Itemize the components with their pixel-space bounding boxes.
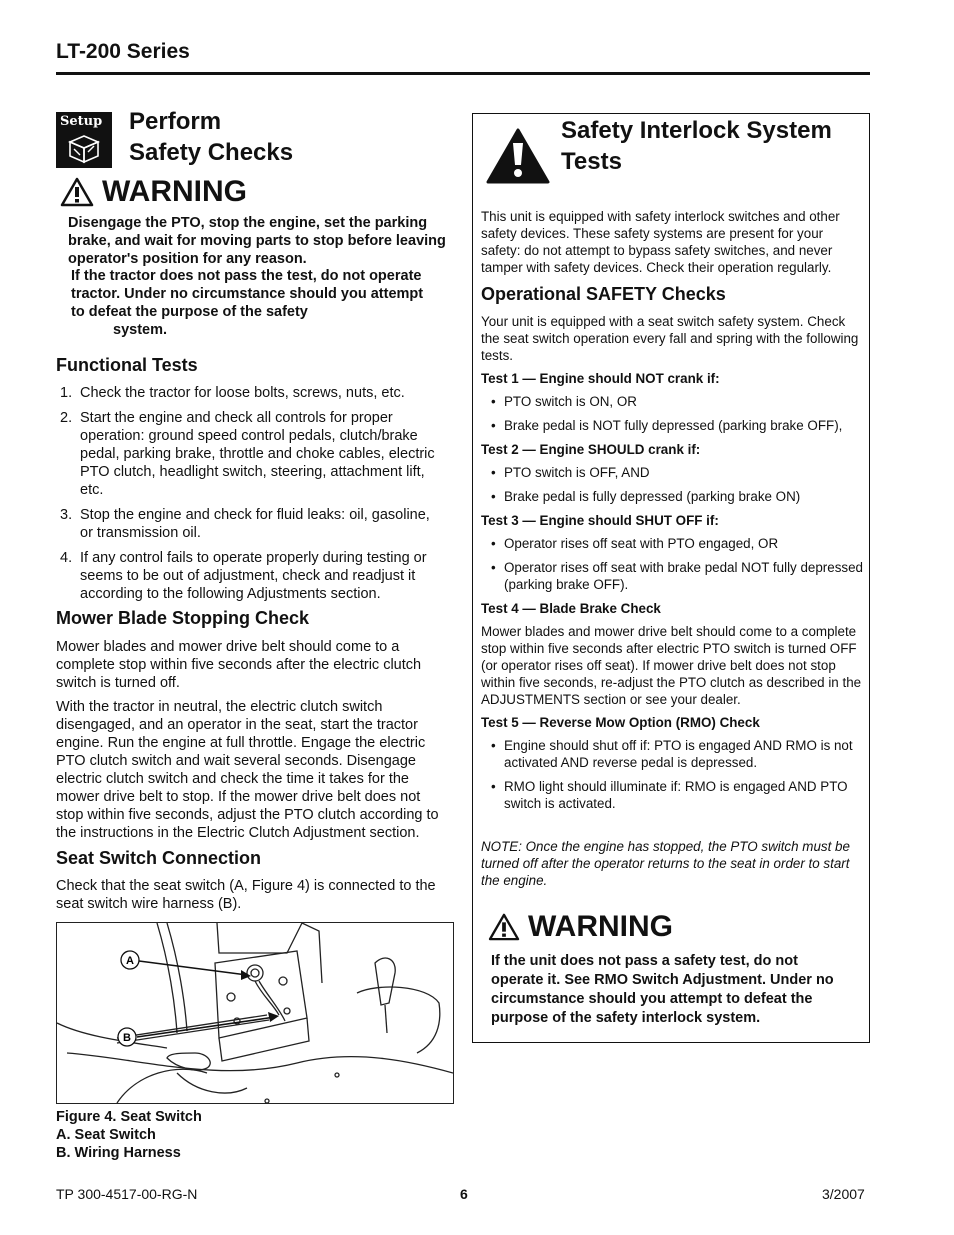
safety-interlock-title-line2: Tests	[561, 148, 622, 175]
operational-checks-heading: Operational SAFETY Checks	[481, 284, 726, 304]
page-number: 6	[460, 1186, 468, 1202]
test-bullet: • Operator rises off seat with brake pedal NOT fully depressed (parking brake OFF).	[481, 559, 865, 593]
doc-date: 3/2007	[822, 1186, 865, 1202]
warning-text-2-main: If the tractor does not pass the test, do not operate tractor. Under no circumstance should you attempt to defeat the purpose of the safety	[71, 268, 424, 320]
series-title: LT-200 Series	[56, 40, 190, 63]
functional-test-text: Stop the engine and check for fluid leaks: oil, gasoline, or transmission oil.	[80, 507, 430, 541]
functional-tests-list	[56, 384, 446, 610]
warning-heading	[60, 175, 247, 209]
figure-caption	[56, 1108, 202, 1162]
mower-blade-paragraph-1: Mower blades and mower drive belt should come to a complete stop within five seconds after the electric clutch switch is turned off.	[56, 639, 422, 691]
header-rule	[56, 72, 870, 75]
test-text: Mower blades and mower drive belt should come to a complete stop within five seconds after electric PTO switch is turned OFF (or operator rises off seat). If mower drive belt does not stop within five seconds, re-adjust the PTO clutch as described in the ADJUSTMENTS section or see your dealer.	[481, 624, 862, 707]
operational-checks-body	[481, 313, 865, 819]
callout-a: A	[126, 955, 134, 967]
seat-switch-heading: Seat Switch Connection	[56, 848, 262, 868]
test-heading: Test 1 — Engine should NOT crank if:	[481, 371, 720, 386]
functional-test-number: 2.	[60, 410, 73, 426]
warning-label: WARNING	[102, 175, 247, 208]
functional-test-text: If any control fails to operate properly during testing or seems to be out of adjustment, check and readjust it according to the following Adjustments section.	[80, 550, 427, 602]
test-heading: Test 3 — Engine should SHUT OFF if:	[481, 513, 719, 528]
warning-text-2	[71, 267, 431, 339]
warning-text-2-last: system.	[113, 322, 168, 338]
warning-triangle-icon	[488, 913, 520, 941]
seat-switch-paragraph: Check that the seat switch (A, Figure 4) is connected to the seat switch wire harness (B).	[56, 878, 436, 912]
safety-interlock-title-line1: Safety Interlock System	[561, 117, 832, 144]
box-icon	[66, 132, 102, 164]
doc-number: TP 300-4517-00-RG-N	[56, 1186, 198, 1202]
safety-interlock-title	[561, 115, 861, 177]
test-heading: Test 4 — Blade Brake Check	[481, 601, 661, 616]
setup-icon-label: Setup	[60, 114, 103, 129]
test-bullet: • Brake pedal is fully depressed (parking brake ON)	[481, 488, 865, 505]
caption-title: Figure 4. Seat Switch	[56, 1109, 202, 1125]
functional-tests-heading: Functional Tests	[56, 355, 198, 375]
functional-test-item	[56, 409, 446, 499]
functional-test-number: 3.	[60, 507, 73, 523]
test-bullet: • Engine should shut off if: PTO is engaged AND RMO is not activated AND reverse pedal is depressed.	[481, 737, 865, 771]
seat-switch-figure	[56, 922, 454, 1104]
test-bullet: • Brake pedal is NOT fully depressed (parking brake OFF),	[481, 417, 865, 434]
test-bullet: • Operator rises off seat with PTO engaged, OR	[481, 535, 865, 552]
safety-intro-paragraph: This unit is equipped with safety interlock switches and other safety devices. These safety systems are present for your safety: do not attempt to bypass safety switches, and never tamper with safety devices. Check their operation regularly.	[481, 209, 840, 275]
functional-test-number: 4.	[60, 550, 73, 566]
functional-test-text: Start the engine and check all controls for proper operation: ground speed control pedals, clutch/brake pedal, parking brake, throttle and choke cables, electric PTO clutch, headlight switch, steering, attachment lift, etc.	[80, 410, 435, 498]
mower-blade-heading: Mower Blade Stopping Check	[56, 608, 310, 628]
warning-text-3: If the unit does not pass a safety test, do not operate it. See RMO Switch Adjustment. Under no circumstance should you attempt to defeat the purpose of the safety interlock system.	[491, 953, 834, 1026]
engine-note: NOTE: Once the engine has stopped, the PTO switch must be turned off after the operator returns to the seat in order to start the engine.	[481, 839, 850, 888]
section-title-line1: Perform	[129, 108, 222, 135]
setup-icon	[56, 112, 112, 168]
section-title-line2: Safety Checks	[129, 139, 294, 166]
warning-heading-2	[488, 910, 673, 944]
section-title	[129, 106, 389, 168]
functional-test-item	[56, 384, 446, 402]
caption-item-a: A. Seat Switch	[56, 1127, 156, 1143]
mower-blade-paragraph-2: With the tractor in neutral, the electric clutch switch disengaged, and an operator in the seat, start the tractor engine. Run the engine at full throttle. Engage the electric PTO clutch switch and wait several seconds. Disengage electric clutch switch and check the time it takes for the mower drive belt to stop. If the mower drive belt does not stop within five seconds, adjust the PTO clutch according to the instructions in the Electric Clutch Adjustment section.	[56, 699, 439, 841]
test-bullet: • PTO switch is OFF, AND	[481, 464, 865, 481]
large-warning-icon	[486, 127, 550, 190]
functional-test-item	[56, 506, 446, 542]
warning-text-1: Disengage the PTO, stop the engine, set the parking brake, and wait for moving parts to stop before leaving operator's position for any reason.	[68, 215, 446, 267]
test-bullet: • RMO light should illuminate if: RMO is engaged AND PTO switch is activated.	[481, 778, 865, 812]
functional-test-item	[56, 549, 446, 603]
warning-triangle-icon	[60, 177, 94, 207]
seat-switch-illustration	[57, 923, 453, 1103]
test-bullet: • PTO switch is ON, OR	[481, 393, 865, 410]
functional-test-text: Check the tractor for loose bolts, screws, nuts, etc.	[80, 385, 405, 401]
operational-intro: Your unit is equipped with a seat switch safety system. Check the seat switch operation every fall and spring with the following tests.	[481, 314, 859, 363]
callout-b: B	[123, 1032, 131, 1044]
functional-test-number: 1.	[60, 385, 73, 401]
caption-item-b: B. Wiring Harness	[56, 1145, 181, 1161]
warning-label-2: WARNING	[528, 910, 673, 943]
test-heading: Test 5 — Reverse Mow Option (RMO) Check	[481, 715, 760, 730]
test-heading: Test 2 — Engine SHOULD crank if:	[481, 442, 701, 457]
